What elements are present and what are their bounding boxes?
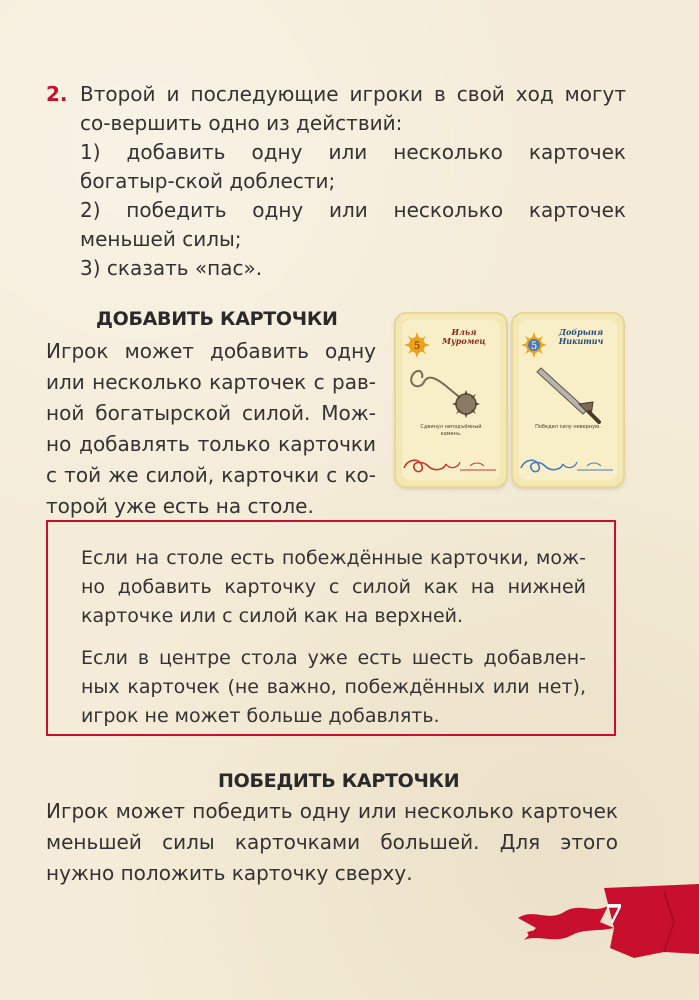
card-caption: Победил силу неверную. [535,424,601,430]
ornament-icon [517,452,617,476]
card-hero-name: Добрыня Никитич [558,327,604,346]
step-2 [46,80,626,283]
add-cards-text: Игрок может добавить одну или несколько карточек с рав-ной богатырской силой. Мож-но добавлять только карточки с той же силой, карточки с ко-торой уже есть на столе. [46,339,376,518]
step-option-1: 1) добавить одну или несколько карточек богатыр-ской доблести; [80,140,626,193]
card-power-value: 5 [413,341,421,352]
step-option-3: 3) сказать «пас». [80,256,263,280]
defeat-cards-text: Игрок может победить одну или несколько карточек меньшей силы карточками большей. Для этого нужно положить карточку сверху. [46,799,618,885]
page-number: 7 [604,900,624,930]
step-number: 2. [46,82,68,106]
sword-icon [523,364,613,424]
ornament-icon [400,452,500,476]
hero-card-ilya [396,314,506,486]
step-text [80,80,626,283]
rule-note-paragraph-1: Если на столе есть побеждённые карточки, мож-но добавить карточку с силой как на нижней карточке или с силой как на верхней. [81,547,586,627]
step-option-2: 2) победить одну или несколько карточек меньшей силы; [80,198,626,251]
add-cards-title: ДОБАВИТЬ КАРТОЧКИ [96,308,338,330]
card-hero-name: Илья Муромец [442,327,486,346]
card-power-value: 5 [530,341,538,352]
step-intro: Второй и последующие игроки в свой ход могут со-вершить одно из действий: [80,82,626,135]
defeat-cards-title: ПОБЕДИТЬ КАРТОЧКИ [218,770,460,792]
rule-note-paragraph-2: Если в центре стола уже есть шесть добавлен-ных карточек (не важно, побеждённых или нет), игрок не может больше добавлять. [81,647,586,727]
sun-power-icon [404,332,430,358]
rule-note-box [46,520,616,736]
card-caption: Сдвинул неподъёмный камень. [420,424,482,437]
mace-icon [406,364,496,424]
hero-card-dobrynya [513,314,623,486]
sun-power-icon [521,332,547,358]
